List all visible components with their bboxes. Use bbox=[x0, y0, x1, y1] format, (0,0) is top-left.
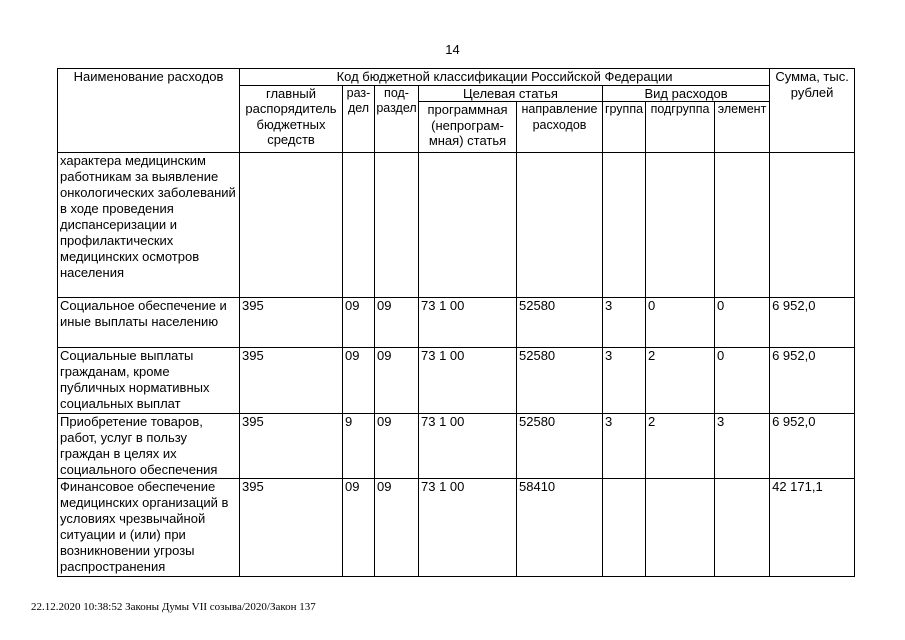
cell-element bbox=[715, 153, 770, 298]
cell-section bbox=[343, 153, 375, 298]
header-expense-type: Вид расходов bbox=[603, 85, 770, 102]
cell-chief: 395 bbox=[240, 414, 343, 479]
table-row bbox=[58, 298, 855, 348]
table-row bbox=[58, 153, 855, 298]
cell-program: 73 1 00 bbox=[419, 479, 517, 577]
cell-element: 3 bbox=[715, 414, 770, 479]
cell-direction: 52580 bbox=[517, 298, 603, 348]
header-direction: направление расходов bbox=[517, 102, 603, 153]
header-program: программная (непрограм-мная) статья bbox=[419, 102, 517, 153]
table-header bbox=[58, 69, 855, 153]
document-footer: 22.12.2020 10:38:52 Законы Думы VII созыва/2020/Закон 137 bbox=[31, 601, 316, 613]
header-sum: Сумма, тыс. рублей bbox=[770, 69, 855, 153]
cell-name: характера медицинским работникам за выявление онкологических заболеваний в ходе проведения диспансеризации и профилактических медицинских осмотров населения bbox=[58, 153, 240, 298]
cell-program: 73 1 00 bbox=[419, 348, 517, 414]
header-code-group: Код бюджетной классификации Российской Федерации bbox=[240, 69, 770, 86]
cell-element: 0 bbox=[715, 298, 770, 348]
cell-direction: 52580 bbox=[517, 414, 603, 479]
header-subgroup: подгруппа bbox=[646, 102, 715, 153]
cell-sum bbox=[770, 153, 855, 298]
cell-direction: 52580 bbox=[517, 348, 603, 414]
table-row bbox=[58, 414, 855, 479]
header-group: группа bbox=[603, 102, 646, 153]
cell-subsection bbox=[375, 153, 419, 298]
cell-direction: 58410 bbox=[517, 479, 603, 577]
cell-group bbox=[603, 153, 646, 298]
cell-subsection: 09 bbox=[375, 298, 419, 348]
cell-group: 3 bbox=[603, 298, 646, 348]
table-row bbox=[58, 479, 855, 577]
cell-section: 09 bbox=[343, 479, 375, 577]
cell-name: Социальные выплаты гражданам, кроме публичных нормативных социальных выплат bbox=[58, 348, 240, 414]
cell-chief: 395 bbox=[240, 298, 343, 348]
header-subsection: под-раздел bbox=[375, 85, 419, 153]
cell-sum: 6 952,0 bbox=[770, 348, 855, 414]
cell-subsection: 09 bbox=[375, 414, 419, 479]
cell-section: 09 bbox=[343, 348, 375, 414]
cell-group: 3 bbox=[603, 414, 646, 479]
cell-sum: 42 171,1 bbox=[770, 479, 855, 577]
cell-name: Приобретение товаров, работ, услуг в пользу граждан в целях их социального обеспечения bbox=[58, 414, 240, 479]
header-name: Наименование расходов bbox=[58, 69, 240, 153]
cell-element bbox=[715, 479, 770, 577]
cell-name: Финансовое обеспечение медицинских организаций в условиях чрезвычайной ситуации и (или) при возникновении угрозы распространения bbox=[58, 479, 240, 577]
cell-sum: 6 952,0 bbox=[770, 298, 855, 348]
cell-sum: 6 952,0 bbox=[770, 414, 855, 479]
table-body bbox=[58, 153, 855, 577]
header-element: элемент bbox=[715, 102, 770, 153]
header-section: раз-дел bbox=[343, 85, 375, 153]
header-chief-admin: главный распорядитель бюджетных средств bbox=[240, 85, 343, 153]
cell-group bbox=[603, 479, 646, 577]
cell-element: 0 bbox=[715, 348, 770, 414]
page-number: 14 bbox=[445, 42, 460, 57]
cell-section: 9 bbox=[343, 414, 375, 479]
cell-program: 73 1 00 bbox=[419, 414, 517, 479]
cell-subsection: 09 bbox=[375, 348, 419, 414]
cell-direction bbox=[517, 153, 603, 298]
budget-table bbox=[57, 68, 855, 577]
cell-program bbox=[419, 153, 517, 298]
cell-chief bbox=[240, 153, 343, 298]
cell-subgroup bbox=[646, 479, 715, 577]
cell-name: Социальное обеспечение и иные выплаты населению bbox=[58, 298, 240, 348]
cell-program: 73 1 00 bbox=[419, 298, 517, 348]
table-row bbox=[58, 348, 855, 414]
cell-chief: 395 bbox=[240, 348, 343, 414]
cell-subgroup: 2 bbox=[646, 414, 715, 479]
cell-subgroup bbox=[646, 153, 715, 298]
cell-group: 3 bbox=[603, 348, 646, 414]
cell-section: 09 bbox=[343, 298, 375, 348]
cell-subgroup: 2 bbox=[646, 348, 715, 414]
cell-chief: 395 bbox=[240, 479, 343, 577]
cell-subsection: 09 bbox=[375, 479, 419, 577]
cell-subgroup: 0 bbox=[646, 298, 715, 348]
header-target-article: Целевая статья bbox=[419, 85, 603, 102]
